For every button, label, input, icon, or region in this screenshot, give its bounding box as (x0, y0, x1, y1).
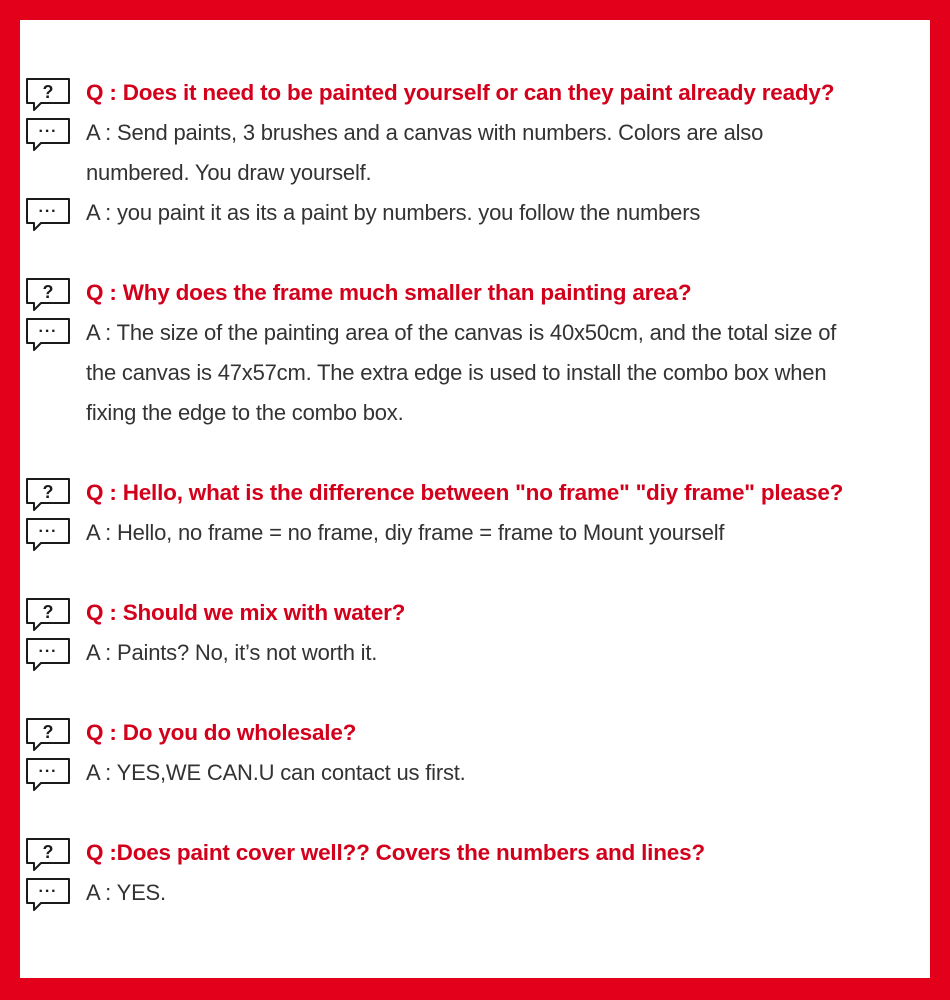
svg-text:···: ··· (38, 643, 58, 660)
faq-list (20, 20, 930, 978)
question-bubble-icon (25, 473, 75, 513)
faq-answer-line (20, 753, 930, 793)
answer-bubble-icon (25, 113, 75, 153)
answer-text: A : YES. (86, 880, 166, 905)
answer-text: A : Hello, no frame = no frame, diy frame = frame to Mount yourself (86, 520, 725, 545)
svg-text:···: ··· (38, 203, 58, 220)
svg-text:?: ? (42, 602, 54, 622)
faq-answer-line (20, 193, 930, 233)
answer-bubble-icon (25, 753, 75, 793)
faq-answer-line (20, 873, 930, 913)
faq-answer-line (20, 153, 930, 193)
answer-text: numbered. You draw yourself. (86, 160, 372, 185)
faq-question (20, 73, 930, 113)
svg-text:?: ? (42, 842, 54, 862)
question-text: Q : Hello, what is the difference between "no frame" "diy frame" please? (86, 480, 844, 505)
faq-question (20, 473, 930, 513)
question-text: Q : Do you do wholesale? (86, 720, 357, 745)
question-bubble-icon (25, 713, 75, 753)
faq-panel (20, 20, 930, 978)
faq-answer-line (20, 393, 930, 433)
question-text: Q : Should we mix with water? (86, 600, 406, 625)
svg-text:?: ? (42, 282, 54, 302)
faq-answer-line (20, 313, 930, 353)
question-text: Q : Does it need to be painted yourself or can they paint already ready? (86, 80, 835, 105)
svg-text:?: ? (42, 482, 54, 502)
svg-text:···: ··· (38, 523, 58, 540)
answer-text: A : YES,WE CAN.U can contact us first. (86, 760, 466, 785)
svg-text:?: ? (42, 82, 54, 102)
svg-text:···: ··· (38, 123, 58, 140)
answer-bubble-icon (25, 873, 75, 913)
answer-text: fixing the edge to the combo box. (86, 400, 404, 425)
faq-answer-line (20, 113, 930, 153)
faq-answer-line (20, 513, 930, 553)
svg-text:···: ··· (38, 763, 58, 780)
answer-text: the canvas is 47x57cm. The extra edge is used to install the combo box when (86, 360, 827, 385)
question-text: Q :Does paint cover well?? Covers the numbers and lines? (86, 840, 705, 865)
svg-text:?: ? (42, 722, 54, 742)
answer-text: A : Paints? No, it’s not worth it. (86, 640, 378, 665)
svg-text:···: ··· (38, 883, 58, 900)
answer-bubble-icon (25, 313, 75, 353)
svg-text:···: ··· (38, 323, 58, 340)
faq-answer-line (20, 353, 930, 393)
answer-bubble-icon (25, 633, 75, 673)
question-bubble-icon (25, 593, 75, 633)
faq-question (20, 593, 930, 633)
faq-answer-line (20, 633, 930, 673)
answer-bubble-icon (25, 193, 75, 233)
question-bubble-icon (25, 833, 75, 873)
faq-question (20, 273, 930, 313)
faq-question (20, 713, 930, 753)
answer-bubble-icon (25, 513, 75, 553)
question-bubble-icon (25, 73, 75, 113)
answer-text: A : The size of the painting area of the canvas is 40x50cm, and the total size of (86, 320, 837, 345)
answer-text: A : you paint it as its a paint by numbers. you follow the numbers (86, 200, 701, 225)
answer-text: A : Send paints, 3 brushes and a canvas with numbers. Colors are also (86, 120, 764, 145)
faq-question (20, 833, 930, 873)
question-text: Q : Why does the frame much smaller than painting area? (86, 280, 692, 305)
question-bubble-icon (25, 273, 75, 313)
